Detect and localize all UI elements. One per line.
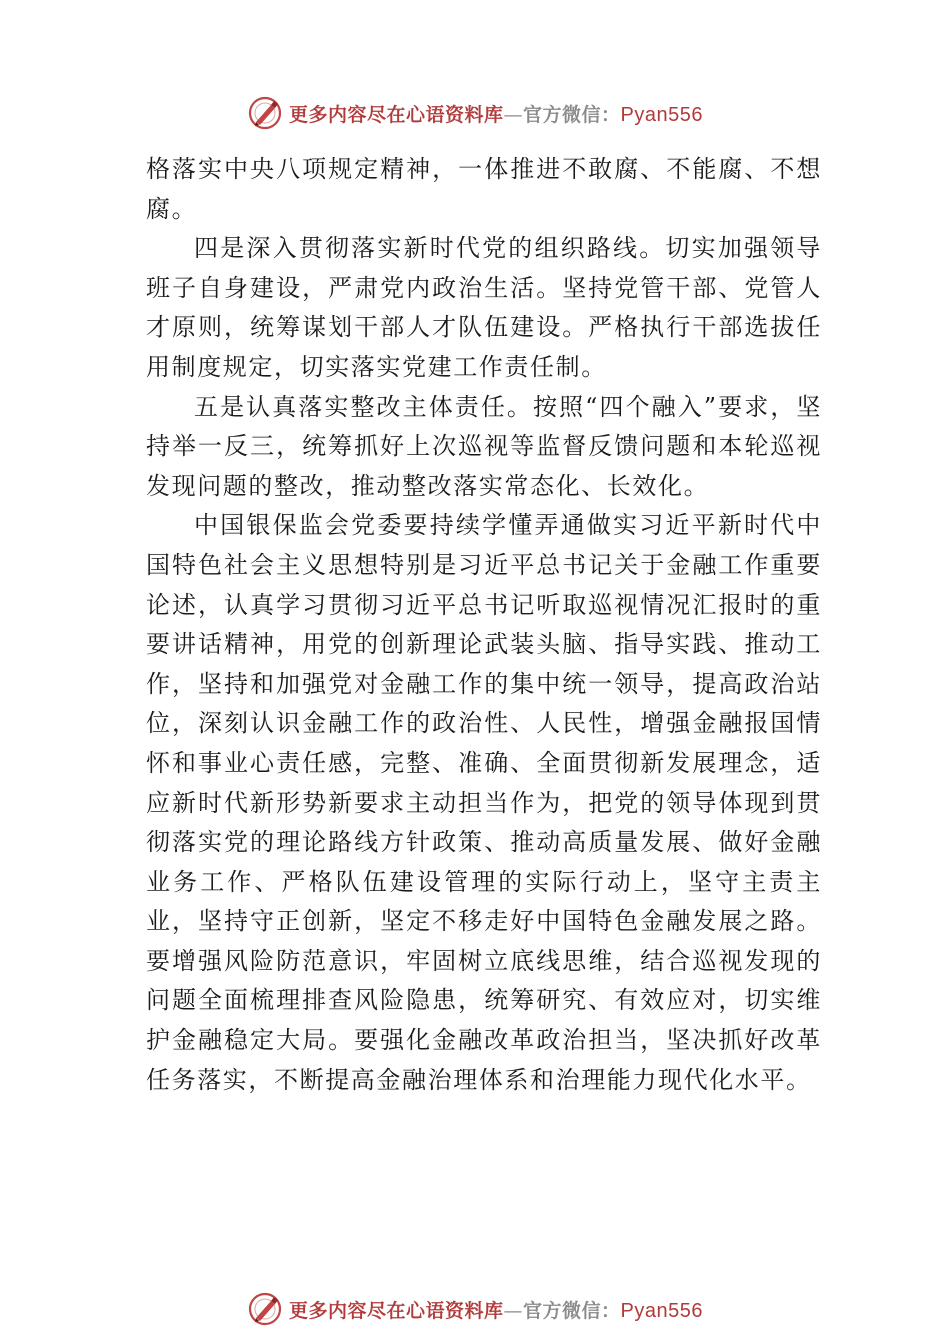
paragraph: 五是认真落实整改主体责任。按照“四个融入”要求，坚持举一反三，统筹抓好上次巡视等监督反馈问题和本轮巡视发现问题的整改，推动整改落实常态化、长效化。 (146, 392, 822, 500)
watermark-wechat-label: 官方微信： (523, 1299, 621, 1322)
watermark-separator: — (503, 1299, 524, 1322)
watermark-separator: — (503, 103, 524, 126)
watermark-wechat-label: 官方微信： (523, 103, 621, 126)
paragraph: 中国银保监会党委要持续学懂弄通做实习近平新时代中国特色社会主义思想特别是习近平总书记关于金融工作重要论述，认真学习贯彻习近平总书记听取巡视情况汇报时的重要讲话精神，用党的创新理论武装头脑、指导实践、推动工作，坚持和加强党对金融工作的集中统一领导，提高政治站位，深刻认识金融工作的政治性、人民性，增强金融报国情怀和事业心责任感，完整、准确、全面贯彻新发展理念，适应新时代新形势新要求主动担当作为，把党的领导体现到贯彻落实党的理论路线方针政策、推动高质量发展、做好金融业务工作、严格队伍建设管理的实际行动上，坚守主责主业，坚持守正创新，坚定不移走好中国特色金融发展之路。要增强风险防范意识，牢固树立底线思维，结合巡视发现的问题全面梳理排查风险隐患，统筹研究、有效应对，切实维护金融稳定大局。要强化金融改革政治担当，坚决抓好改革任务落实，不断提高金融治理体系和治理能力现代化水平。 (146, 511, 822, 1094)
footer-watermark (0, 1289, 950, 1329)
watermark-text (289, 100, 703, 127)
document-body (146, 150, 822, 1100)
watermark-brand: 更多内容尽在心语资料库 (289, 103, 504, 126)
watermark-wechat-id: Pyan556 (620, 103, 703, 126)
paragraph: 四是深入贯彻落实新时代党的组织路线。切实加强领导班子自身建设，严肃党内政治生活。坚持党管干部、党管人才原则，统筹谋划干部人才队伍建设。严格执行干部选拔任用制度规定，切实落实党建工作责任制。 (146, 234, 822, 381)
watermark-brand: 更多内容尽在心语资料库 (289, 1299, 504, 1322)
header-watermark (0, 93, 950, 133)
watermark-text (289, 1296, 703, 1323)
pen-seal-icon (247, 95, 283, 131)
paragraph: 格落实中央八项规定精神，一体推进不敢腐、不能腐、不想腐。 (146, 155, 822, 223)
watermark-wechat-id: Pyan556 (620, 1299, 703, 1322)
pen-seal-icon (247, 1291, 283, 1327)
